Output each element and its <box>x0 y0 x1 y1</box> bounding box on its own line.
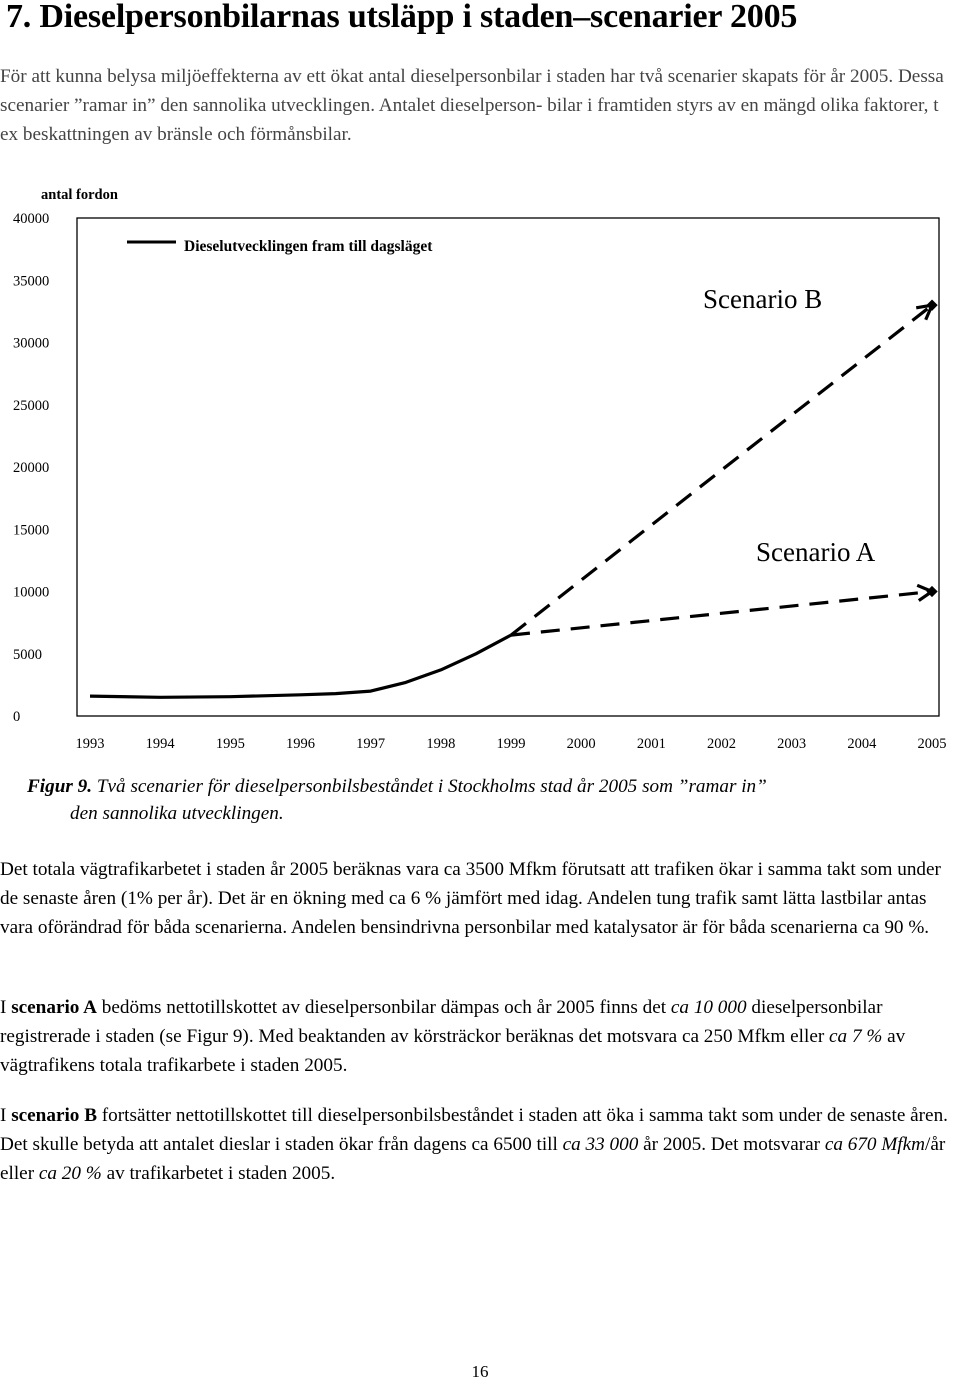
y-tick-label: 35000 <box>13 273 50 290</box>
x-tick-label: 1993 <box>75 736 105 752</box>
section-heading: 7. Dieselpersonbilarnas utsläpp i staden–scenarier 2005 <box>6 0 798 35</box>
text-run: bedöms nettotillskottet av dieselpersonbilar dämpas och år 2005 finns det <box>97 997 671 1018</box>
x-tick-labels <box>76 736 947 752</box>
y-tick-labels <box>13 211 49 725</box>
figure-caption-text-2: den sannolika utvecklingen. <box>70 803 284 824</box>
text-run: fortsätter nettotillskottet till dieselpersonbilsbeståndet i staden att öka i samma takt som under de senaste åren. Det skulle betyda att antalet dieslar i staden ökar från dagens ca 6500 till <box>0 1105 948 1155</box>
x-tick-label: 1999 <box>496 736 526 752</box>
figure-caption <box>27 773 927 827</box>
x-tick-label: 1998 <box>426 736 456 752</box>
series-line-0 <box>90 635 511 697</box>
paragraph-scenario-a <box>0 993 955 1080</box>
scenario-b-term: scenario B <box>11 1105 97 1126</box>
scenario-a-term: scenario A <box>11 997 97 1018</box>
legend <box>127 238 433 255</box>
scenario-a-label: Scenario A <box>756 537 876 567</box>
y-tick-label: 25000 <box>13 397 50 414</box>
text-run: dieselpersonbilar registrerade i staden (se Figur 9). Med beaktanden av körsträckor beräknas det motsvara ca 250 Mfkm eller <box>0 997 883 1047</box>
y-tick-label: 10000 <box>13 584 50 601</box>
series-end-marker-1 <box>926 300 937 311</box>
y-tick-label: 40000 <box>13 211 50 227</box>
x-tick-label: 1994 <box>145 736 175 752</box>
scenario-line-chart <box>0 170 960 760</box>
text-run: I <box>0 1105 12 1126</box>
y-tick-label: 5000 <box>13 646 42 663</box>
x-tick-label: 2005 <box>917 736 947 752</box>
y-tick-label: 20000 <box>13 460 50 476</box>
x-tick-label: 1996 <box>286 736 315 752</box>
y-tick-label: 15000 <box>13 522 50 539</box>
emphasis: ca 670 Mfkm <box>824 1134 926 1155</box>
x-tick-label: 2001 <box>636 736 666 752</box>
intro-paragraph: För att kunna belysa miljöeffekterna av ett ökat antal dieselpersonbilar i staden har två scenarier skapats för år 2005. Dessa scenarier ”ramar in” den sannolika utvecklingen. Antalet dieselperson- bilar i framtiden styrs av en mängd olika faktorer, t ex beskattningen av bränsle och förmånsbilar. <box>0 66 944 145</box>
paragraph-scenario-b <box>0 1101 955 1188</box>
text-run: I <box>0 997 12 1018</box>
y-tick-label: 30000 <box>13 335 50 352</box>
x-tick-label: 1995 <box>215 736 245 752</box>
emphasis: ca 7 % <box>829 1026 883 1047</box>
legend-label: Dieselutvecklingen fram till dagsläget <box>184 238 433 255</box>
paragraph-traffic-total: Det totala vägtrafikarbetet i staden år 2005 beräknas vara ca 3500 Mfkm förutsatt att trafiken ökar i samma takt som under de senaste åren (1% per år). Det är en ökning med ca 6 % jämfört med idag. Andelen tung trafik samt lätta lastbilar antas vara oförändrad för båda scenarierna. Andelen bensindrivna personbilar med katalysator är för båda scenarierna ca 90 %. <box>0 859 941 938</box>
text-run: år 2005. Det motsvarar <box>638 1134 825 1155</box>
page-number: 16 <box>471 1362 489 1381</box>
x-tick-label: 2000 <box>566 736 596 752</box>
figure-caption-text: Två scenarier för dieselpersonbilsbeståndet i Stockholms stad år 2005 som ”ramar in” <box>96 776 767 797</box>
y-axis-label: antal fordon <box>41 187 118 203</box>
chart-series <box>90 300 938 698</box>
scenario-b-label: Scenario B <box>703 284 823 314</box>
emphasis: ca 10 000 <box>670 997 747 1018</box>
emphasis: ca 20 % <box>38 1163 102 1184</box>
x-tick-label: 2002 <box>707 736 736 752</box>
emphasis: ca 33 000 <box>562 1134 639 1155</box>
x-tick-label: 2004 <box>847 736 877 752</box>
text-run: av vägtrafikens totala trafikarbete i staden 2005. <box>0 1026 906 1076</box>
x-tick-label: 1997 <box>356 736 386 752</box>
y-tick-label: 0 <box>13 709 21 725</box>
figure-label: Figur 9. <box>27 776 93 797</box>
text-run: /år eller <box>0 1134 946 1184</box>
series-line-2 <box>511 592 932 636</box>
x-tick-label: 2003 <box>777 736 807 752</box>
series-line-1 <box>511 305 932 635</box>
text-run: av trafikarbetet i staden 2005. <box>101 1163 336 1184</box>
